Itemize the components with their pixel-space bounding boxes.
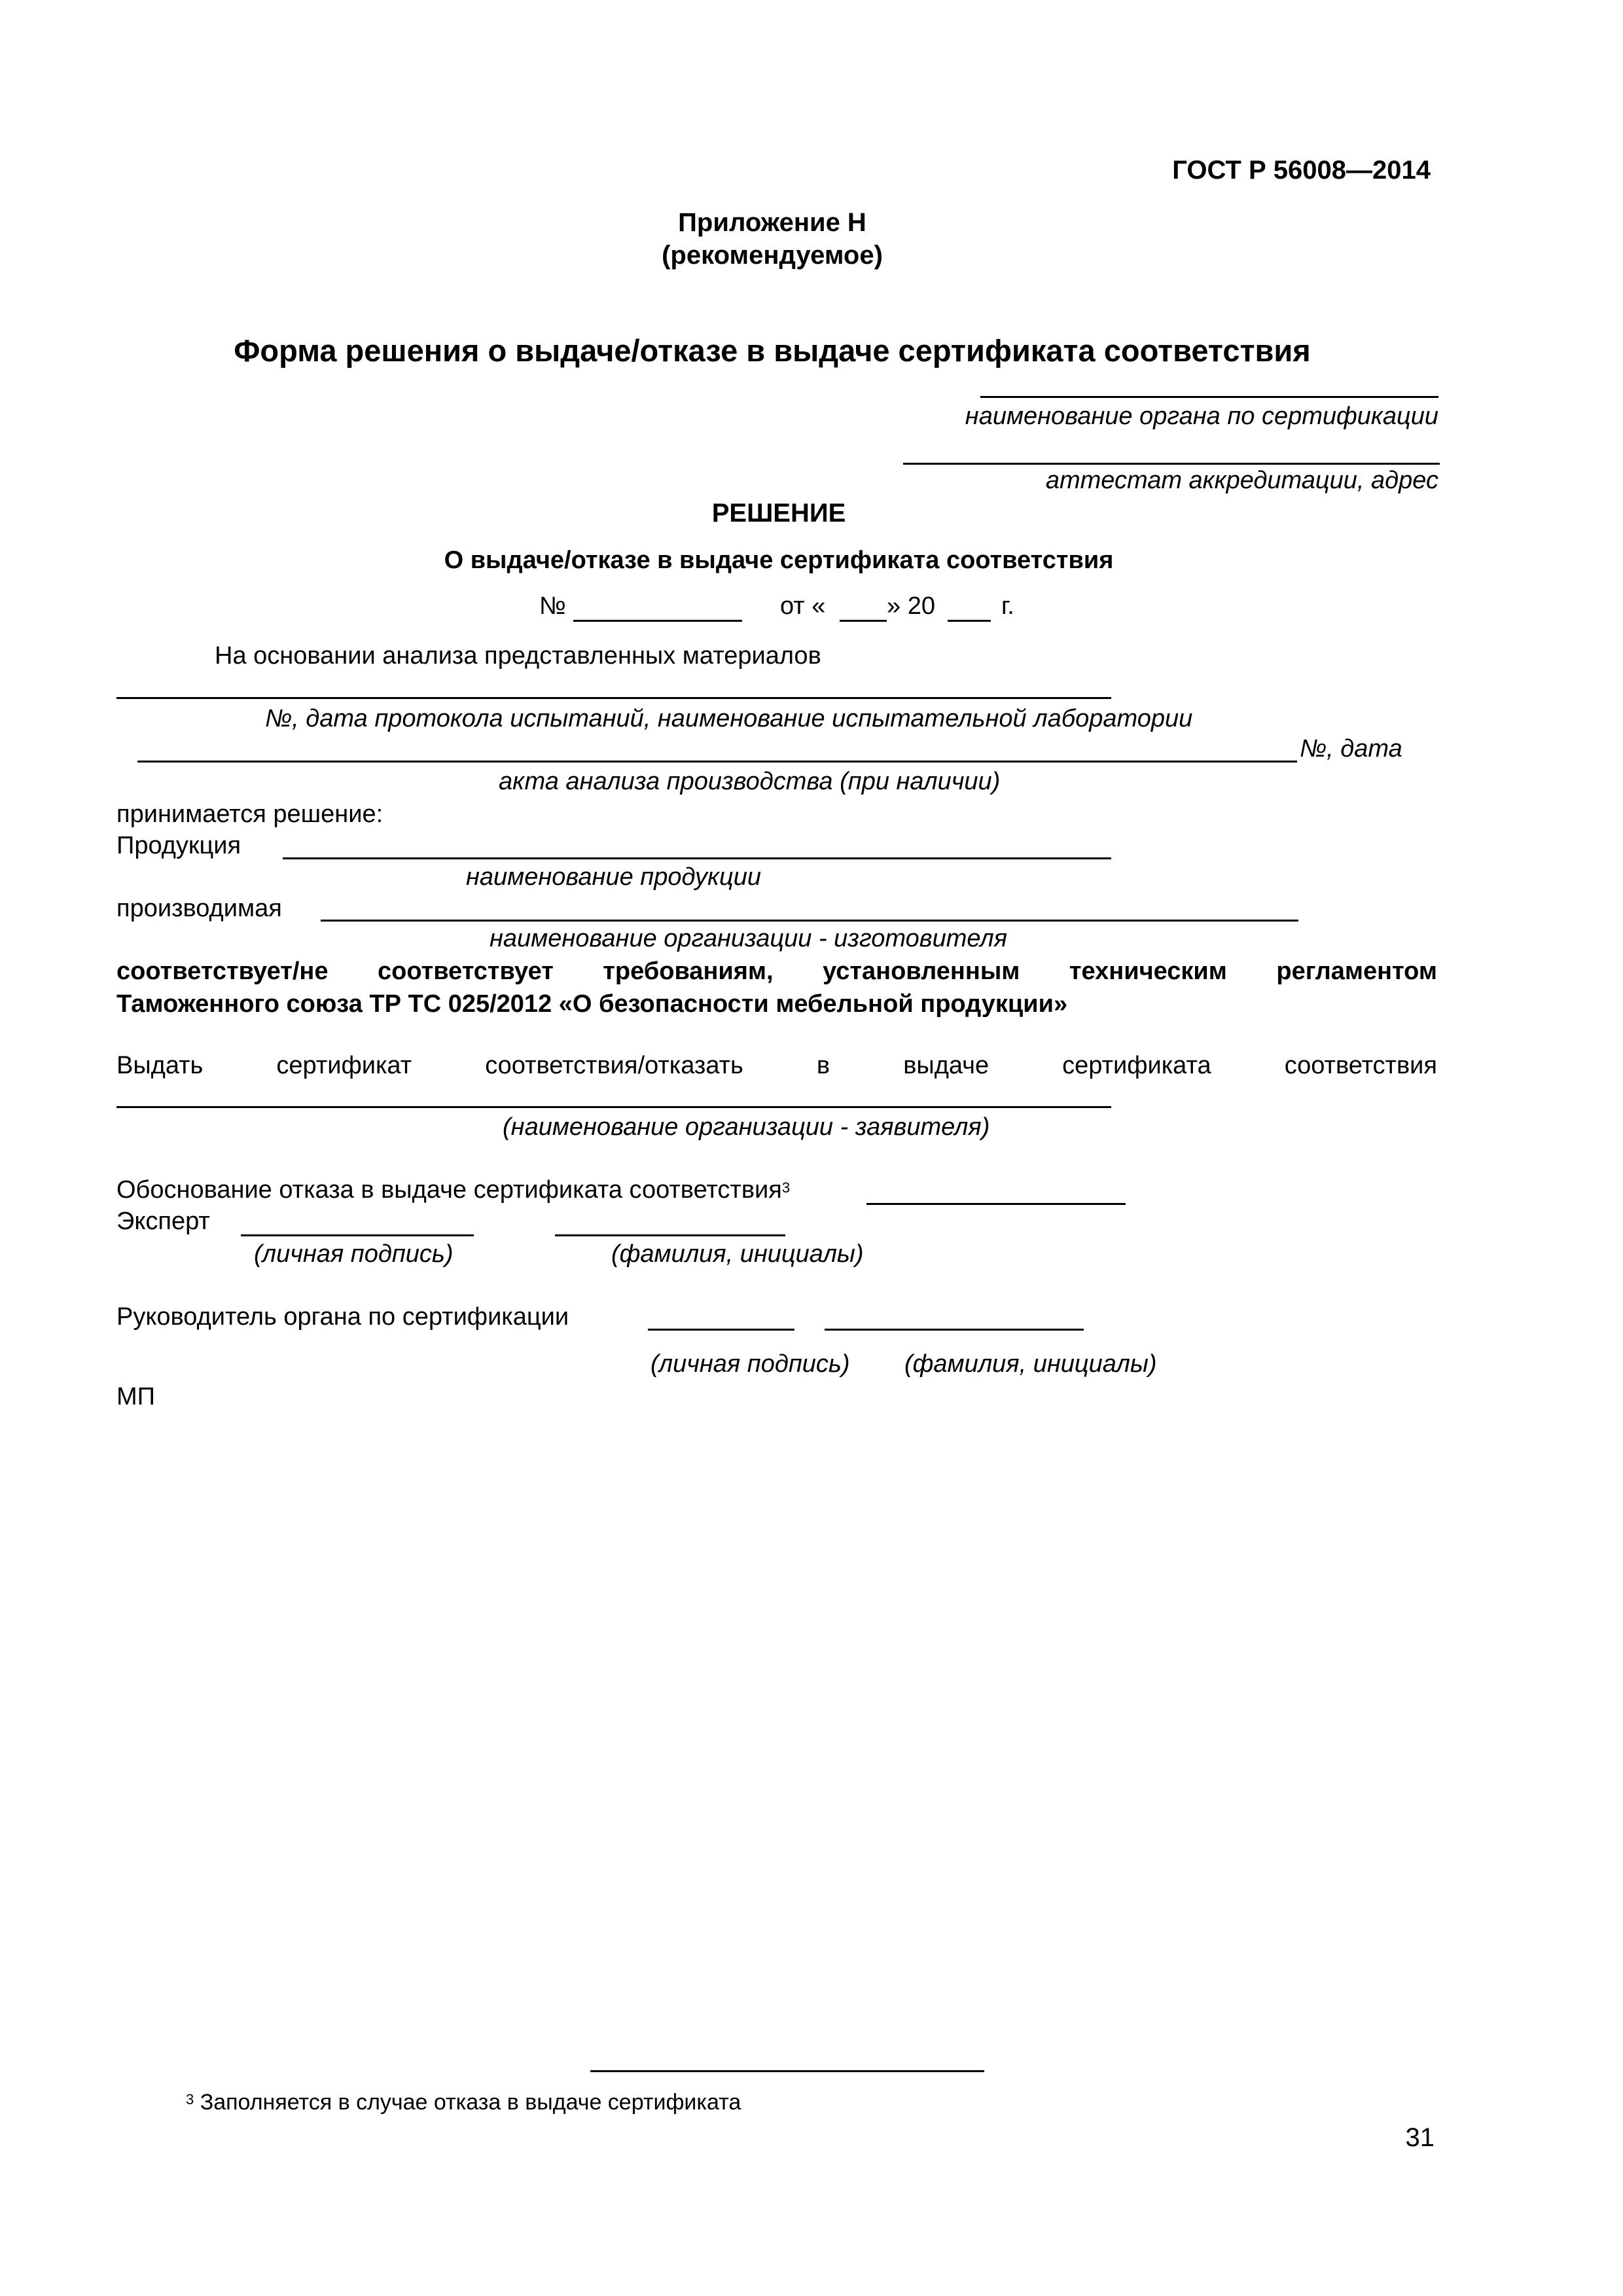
issue-word: соответствия/отказать	[485, 1052, 743, 1079]
product-label: Продукция	[116, 832, 241, 859]
product-caption: наименование продукции	[466, 863, 761, 891]
footnote-text: Заполняется в случае отказа в выдаче сертификата	[200, 2090, 741, 2115]
expert-name-line	[555, 1234, 785, 1236]
manufacturer-line	[321, 920, 1298, 922]
annex-status: (рекомендуемое)	[662, 241, 883, 270]
head-signature-line	[648, 1329, 794, 1331]
form-title: Форма решения о выдаче/отказе в выдаче сертификата соответствия	[234, 333, 1311, 368]
certification-body-line	[980, 396, 1438, 398]
basis-text: На основании анализа представленных материалов	[215, 642, 821, 670]
compliance-text-line-2: Таможенного союза ТР ТС 025/2012 «О безопасности мебельной продукции»	[116, 990, 1068, 1018]
issue-word: в	[816, 1052, 830, 1079]
expert-signature-caption: (личная подпись)	[254, 1240, 454, 1268]
expert-name-caption: (фамилия, инициалы)	[611, 1240, 864, 1268]
head-signature-caption: (личная подпись)	[651, 1350, 850, 1378]
product-line	[283, 857, 1111, 859]
compliance-text-line-1: соответствует/не соответствует требованиям, установленным техническим регламентом	[116, 958, 1437, 985]
issue-certificate-text	[116, 1051, 1437, 1081]
date-year: г.	[1001, 592, 1014, 620]
accreditation-caption: аттестат аккредитации, адрес	[1045, 467, 1438, 494]
refusal-label	[116, 1175, 790, 1206]
year-line	[948, 620, 991, 622]
day-line	[840, 620, 887, 622]
head-label: Руководитель органа по сертификации	[116, 1303, 569, 1331]
production-act-caption: акта анализа производства (при наличии)	[499, 768, 1001, 795]
annex-title: Приложение Н	[678, 208, 866, 237]
stamp-place: МП	[116, 1383, 155, 1410]
accreditation-line-1	[903, 463, 1086, 465]
issue-word: сертификат	[276, 1052, 412, 1079]
expert-label: Эксперт	[116, 1208, 210, 1235]
date-mid: » 20	[887, 592, 935, 620]
refusal-label-text: Обоснование отказа в выдаче сертификата соответствия	[116, 1176, 782, 1204]
standard-code: ГОСТ Р 56008—2014	[1172, 156, 1431, 185]
head-name-caption: (фамилия, инициалы)	[904, 1350, 1157, 1378]
number-sign: №	[539, 592, 566, 620]
applicant-caption: (наименование организации - заявителя)	[503, 1113, 990, 1141]
issue-word: соответствия	[1284, 1052, 1437, 1079]
footnote	[186, 2089, 741, 2116]
footnote-mark: 3	[186, 2091, 194, 2108]
issue-word: Выдать	[116, 1052, 204, 1079]
refusal-line	[866, 1203, 1126, 1205]
accreditation-line-2	[1086, 463, 1440, 465]
page-number: 31	[1405, 2123, 1435, 2152]
footnote-reference: 3	[781, 1179, 791, 1196]
applicant-line	[116, 1106, 1111, 1108]
decision-subheading: О выдаче/отказе в выдаче сертификата соответствия	[444, 547, 1114, 574]
manufacturer-caption: наименование организации - изготовителя	[490, 925, 1008, 952]
number-line	[573, 620, 742, 622]
produced-label: производимая	[116, 895, 282, 922]
protocol-line	[116, 697, 1111, 699]
certification-body-caption: наименование органа по сертификации	[965, 403, 1438, 430]
issue-word: выдаче	[903, 1052, 990, 1079]
decision-taken: принимается решение:	[116, 800, 383, 828]
protocol-caption: №, дата протокола испытаний, наименование испытательной лаборатории	[265, 705, 1193, 732]
production-act-line	[137, 761, 1297, 762]
head-name-line	[825, 1329, 1084, 1331]
issue-word: сертификата	[1062, 1052, 1211, 1079]
expert-signature-line	[241, 1234, 474, 1236]
footnote-separator	[590, 2070, 984, 2072]
protocol-suffix: №, дата	[1300, 735, 1402, 762]
date-from: от «	[780, 592, 826, 620]
decision-heading: РЕШЕНИЕ	[711, 499, 846, 528]
